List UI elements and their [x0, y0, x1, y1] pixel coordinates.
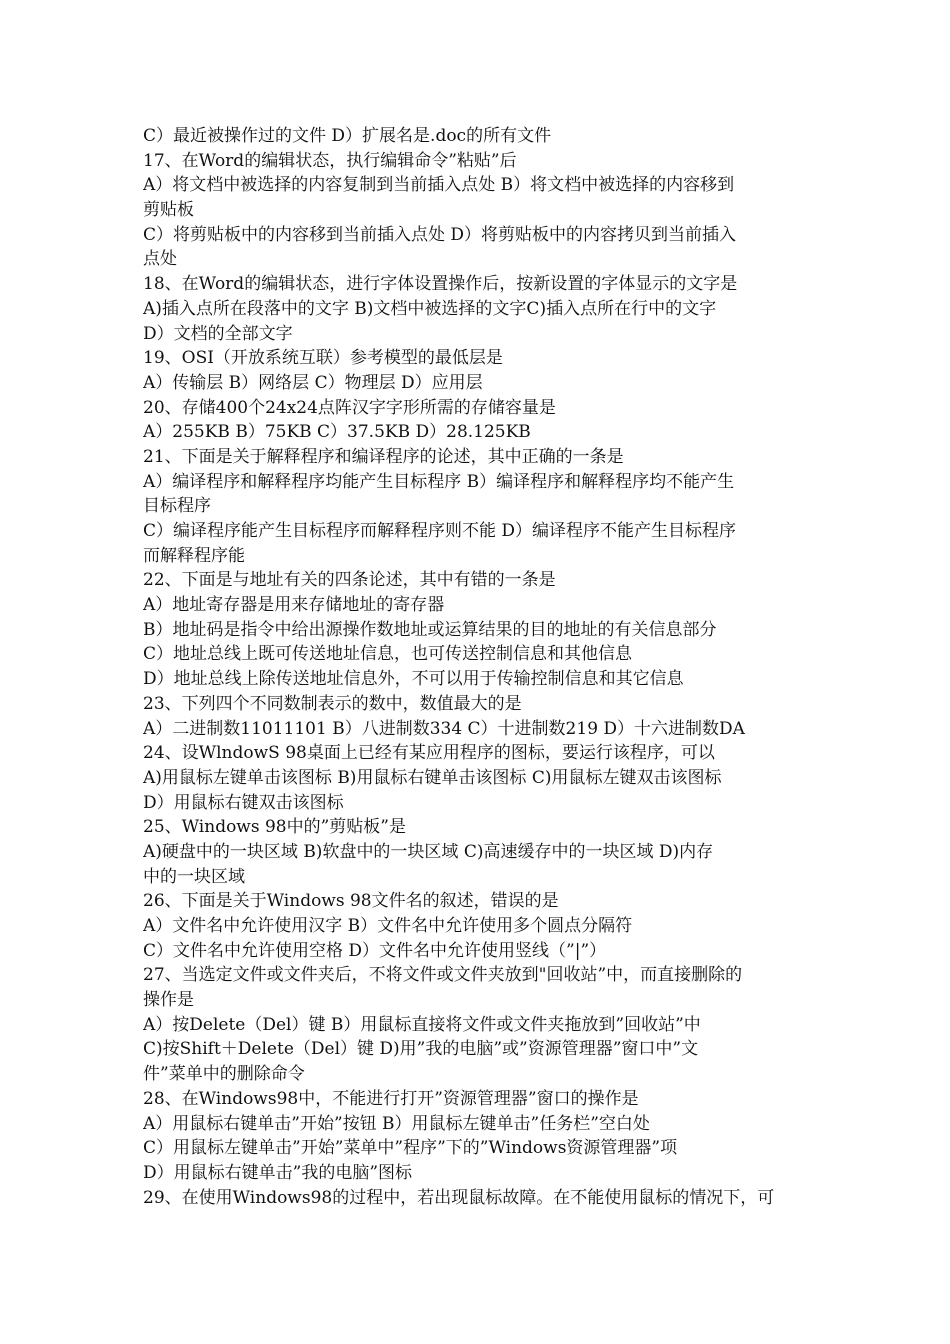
text-line: B）地址码是指令中给出源操作数地址或运算结果的目的地址的有关信息部分	[143, 619, 717, 640]
text-line: C）将剪贴板中的内容移到当前插入点处 D）将剪贴板中的内容拷贝到当前插入	[143, 224, 737, 245]
text-line: A）255KB B）75KB C）37.5KB D）28.125KB	[143, 422, 531, 443]
text-line: 26、下面是关于Windows 98文件名的叙述，错误的是	[143, 891, 559, 912]
text-line: A）用鼠标右键单击”开始”按钮 B）用鼠标左键单击”任务栏”空白处	[143, 1113, 650, 1134]
text-line: 操作是	[143, 990, 194, 1011]
text-line: 目标程序	[143, 496, 211, 517]
text-line: 18、在Word的编辑状态，进行字体设置操作后，按新设置的字体显示的文字是	[143, 274, 738, 295]
text-line: 点处	[143, 249, 177, 270]
text-line: A)用鼠标左键单击该图标 B)用鼠标右键单击该图标 C)用鼠标左键双击该图标	[143, 767, 722, 788]
text-line: A)插入点所在段落中的文字 B)文档中被选择的文字C)插入点所在行中的文字	[143, 298, 717, 319]
text-line: 25、Windows 98中的”剪贴板”是	[143, 817, 407, 838]
text-line: 24、设WlndowS 98桌面上已经有某应用程序的图标，要运行该程序，可以	[143, 743, 715, 764]
text-line: 22、下面是与地址有关的四条论述，其中有错的一条是	[143, 570, 556, 591]
text-line: 中的一块区域	[143, 866, 245, 887]
text-line: 而解释程序能	[143, 545, 245, 566]
document-body	[143, 124, 815, 1210]
text-line: 件”菜单中的删除命令	[143, 1064, 305, 1085]
text-line: A）地址寄存器是用来存储地址的寄存器	[143, 595, 445, 616]
text-line: C）编译程序能产生目标程序而解释程序则不能 D）编译程序不能产生目标程序	[143, 521, 737, 541]
text-line: A）传输层 B）网络层 C）物理层 D）应用层	[143, 372, 483, 393]
text-line: C）文件名中允许使用空格 D）文件名中允许使用竖线（”|”）	[143, 940, 607, 961]
text-line: C)按Shift＋Delete（Del）键 D)用”我的电脑”或”资源管理器”窗口中”文	[143, 1039, 699, 1060]
text-line: 20、存储400个24x24点阵汉字字形所需的存储容量是	[143, 397, 556, 418]
text-line: D）用鼠标右键单击”我的电脑”图标	[143, 1162, 413, 1183]
text-line: A）文件名中允许使用汉字 B）文件名中允许使用多个圆点分隔符	[143, 916, 633, 936]
text-line: 23、下列四个不同数制表示的数中，数值最大的是	[143, 693, 522, 714]
text-line: 21、下面是关于解释程序和编译程序的论述，其中正确的一条是	[143, 446, 624, 467]
text-line: C）最近被操作过的文件 D）扩展名是.doc的所有文件	[143, 126, 552, 146]
text-line: 27、当选定文件或文件夹后，不将文件或文件夹放到"回收站”中，而直接删除的	[143, 965, 743, 986]
text-line: 17、在Word的编辑状态，执行编辑命令”粘贴”后	[143, 150, 517, 171]
text-line: 19、OSI（开放系统互联）参考模型的最低层是	[143, 348, 503, 369]
text-line: C）地址总线上既可传送地址信息，也可传送控制信息和其他信息	[143, 644, 633, 665]
text-line: A)硬盘中的一块区域 B)软盘中的一块区域 C)高速缓存中的一块区域 D)内存	[143, 841, 714, 862]
text-line: A）将文档中被选择的内容复制到当前插入点处 B）将文档中被选择的内容移到	[143, 175, 735, 196]
text-line: A）按Delete（Del）键 B）用鼠标直接将文件或文件夹拖放到”回收站”中	[143, 1014, 701, 1035]
text-line: A）二进制数11011101 B）八进制数334 C）十进制数219 D）十六进制数DA	[143, 718, 745, 739]
text-line: 29、在使用Windows98的过程中，若出现鼠标故障。在不能使用鼠标的情况下，可	[143, 1187, 775, 1208]
text-line: D）文档的全部文字	[143, 323, 293, 344]
text-line: 剪贴板	[143, 200, 194, 221]
text-line: A）编译程序和解释程序均能产生目标程序 B）编译程序和解释程序均不能产生	[143, 471, 735, 492]
text-line: 28、在Windows98中，不能进行打开”资源管理器”窗口的操作是	[143, 1088, 639, 1109]
text-line: C）用鼠标左键单击”开始”菜单中”程序”下的”Windows资源管理器”项	[143, 1138, 678, 1159]
text-line: D）用鼠标右键双击该图标	[143, 792, 344, 813]
text-line: D）地址总线上除传送地址信息外，不可以用于传输控制信息和其它信息	[143, 669, 684, 690]
